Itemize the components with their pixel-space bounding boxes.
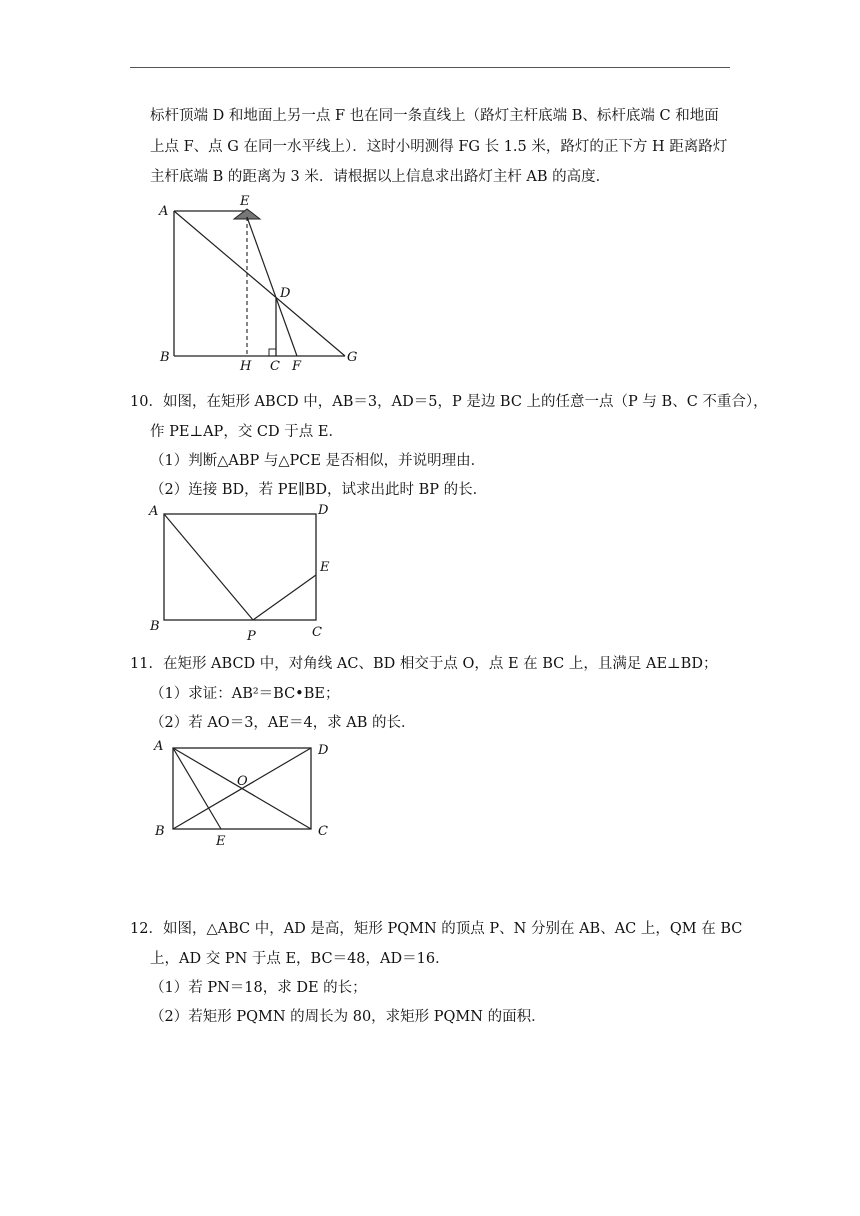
label-d: D [318,503,329,518]
line-ag [174,211,345,356]
q12-line-2: 上，AD 交 PN 于点 E，BC＝48，AD＝16． [150,951,450,967]
q12-line-1: 12．如图，△ABC 中，AD 是高，矩形 PQMN 的顶点 P、N 分别在 AB、AC 上，QM 在 BC [130,921,743,937]
label-a: A [149,504,159,519]
q10-line-4: （2）连接 BD，若 PE∥BD，试求出此时 BP 的长． [150,482,488,498]
label-c: C [318,824,328,839]
q11-line-1: 11．在矩形 ABCD 中，对角线 AC、BD 相交于点 O，点 E 在 BC 上，且满足 AE⊥BD； [130,656,718,672]
label-g: G [347,350,358,365]
label-o: O [237,774,248,789]
label-a: A [154,739,164,754]
label-e: E [240,194,250,209]
label-b: B [155,824,165,839]
q12-line-3: （1）若 PN＝18，求 DE 的长； [150,980,367,996]
q10-line-1: 10．如图，在矩形 ABCD 中，AB＝3，AD＝5，P 是边 BC 上的任意一点（P 与 B、C 不重合）， [130,394,768,410]
right-angle-mark [269,349,276,356]
line-ae [173,748,221,829]
label-c: C [312,625,322,640]
q11-line-3: （2）若 AO＝3，AE＝4，求 AB 的长． [150,715,416,731]
line-ap [164,514,253,620]
label-b: B [150,619,160,634]
label-f: F [292,359,302,372]
q10-figure [140,498,350,646]
label-b: B [160,350,170,365]
label-d: D [280,286,291,301]
label-h: H [240,359,252,372]
label-c: C [270,359,280,372]
q9-line-2: 上点 F、点 G 在同一水平线上）．这时小明测得 FG 长 1.5 米，路灯的正下方 H 距离路灯 [150,139,728,155]
q11-line-2: （1）求证：AB²＝BC•BE； [150,686,340,702]
q11-figure [145,734,345,852]
q9-figure [150,192,370,372]
line-pe [253,575,316,620]
q10-line-3: （1）判断△ABP 与△PCE 是否相似，并说明理由． [150,453,486,469]
label-e: E [216,834,226,849]
q9-line-1: 标杆顶端 D 和地面上另一点 F 也在同一条直线上（路灯主杆底端 B、标杆底端 C 和地面 [150,108,719,124]
label-p: P [247,629,256,644]
label-a: A [159,204,169,219]
label-d: D [318,743,329,758]
label-e: E [320,560,330,575]
header-rule [130,67,730,68]
q12-line-4: （2）若矩形 PQMN 的周长为 80，求矩形 PQMN 的面积． [150,1009,546,1025]
q10-line-2: 作 PE⊥AP，交 CD 于点 E． [150,424,343,440]
q9-line-3: 主杆底端 B 的距离为 3 米．请根据以上信息求出路灯主杆 AB 的高度． [150,169,611,185]
